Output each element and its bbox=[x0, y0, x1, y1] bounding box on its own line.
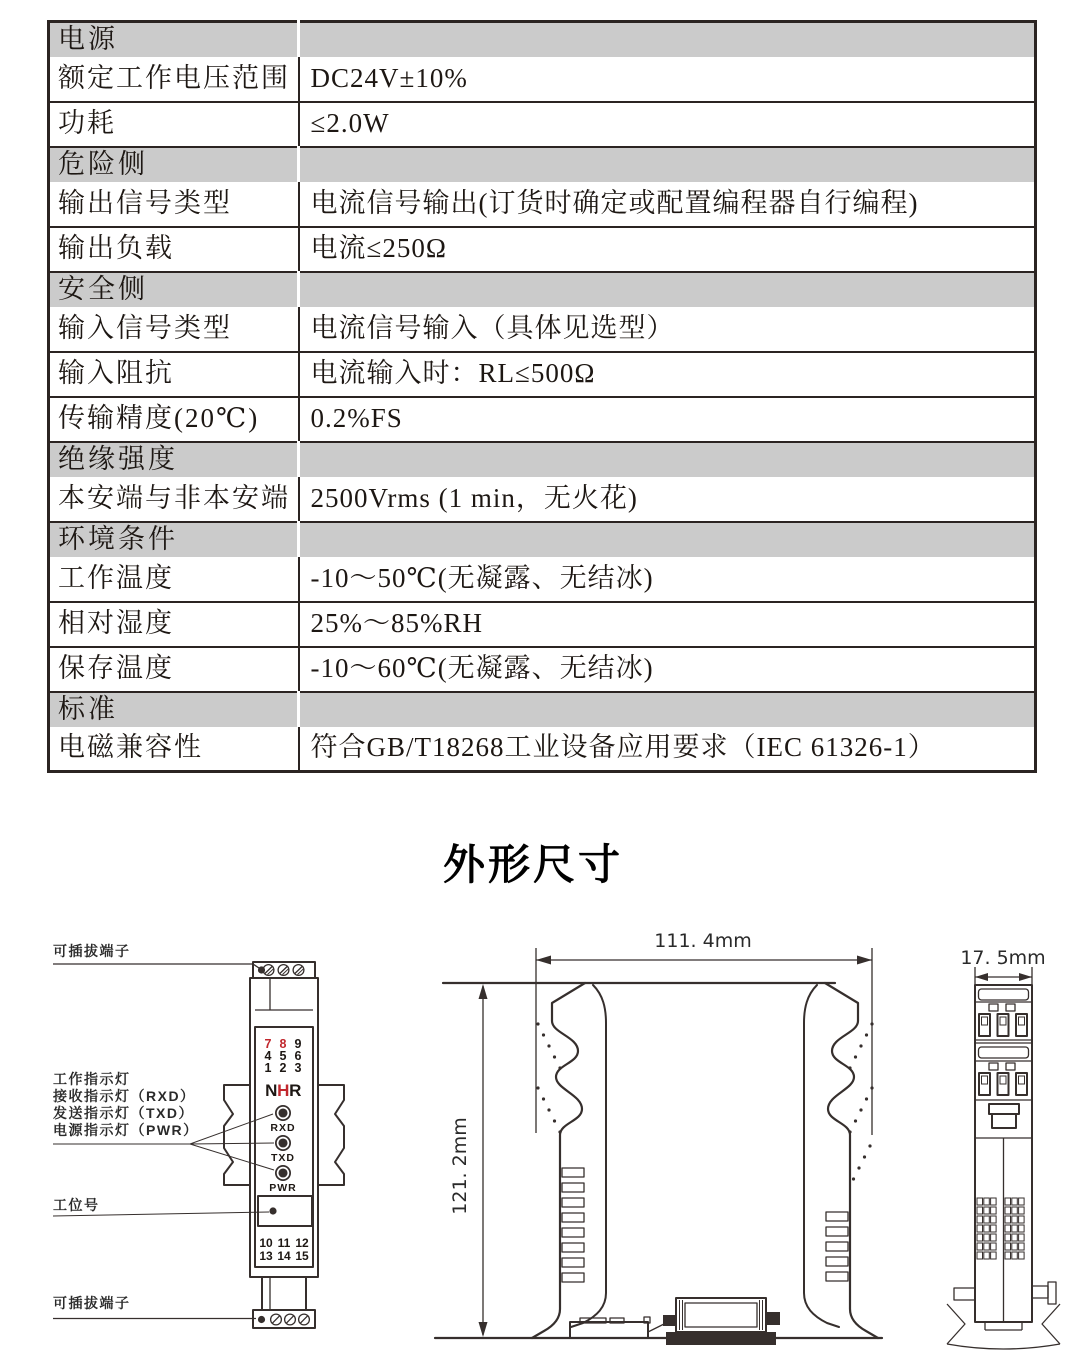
width-dimension-text: 17. 5mm bbox=[960, 947, 1046, 969]
indicator-label: 发送指示灯（TXD） bbox=[53, 1105, 194, 1121]
indicator-label: 工作指示灯 bbox=[53, 1071, 131, 1087]
section-header-cell: 环境条件 bbox=[49, 522, 299, 557]
terminal-number: 11 bbox=[277, 1236, 291, 1250]
terminal-number: 6 bbox=[294, 1049, 302, 1063]
screw-icon bbox=[278, 965, 289, 976]
pwr-led-icon bbox=[275, 1165, 291, 1181]
terminal-clamps-row1 bbox=[979, 1014, 1027, 1036]
section-header-spacer bbox=[299, 442, 1036, 477]
spec-label: 输入信号类型 bbox=[49, 307, 299, 352]
width-dimension-text: 111. 4mm bbox=[654, 930, 752, 952]
section-header-spacer bbox=[299, 272, 1036, 307]
terminal-number: 10 bbox=[259, 1236, 273, 1250]
screw-icon bbox=[285, 1314, 296, 1325]
table-row bbox=[49, 102, 1036, 147]
logo-letter: R bbox=[289, 1081, 301, 1100]
table-row bbox=[49, 182, 1036, 227]
screw-icon bbox=[299, 1314, 310, 1325]
vent-grid bbox=[977, 1198, 1024, 1259]
table-section-row bbox=[49, 22, 1036, 57]
latch bbox=[989, 1104, 1019, 1128]
section-header-cell: 危险侧 bbox=[49, 147, 299, 182]
height-dimension-text: 121. 2mm bbox=[449, 1117, 471, 1215]
callout-leader-line bbox=[53, 964, 259, 968]
spec-value: ≤2.0W bbox=[299, 102, 1036, 147]
pwr-led-label: PWR bbox=[269, 1182, 297, 1194]
height-dimension bbox=[449, 984, 488, 1337]
spec-value: 25%～85%RH bbox=[299, 602, 1036, 647]
nhr-logo bbox=[265, 1081, 301, 1100]
terminal-number: 2 bbox=[279, 1061, 287, 1075]
indicator-label: 电源指示灯（PWR） bbox=[53, 1122, 199, 1138]
table-row bbox=[49, 227, 1036, 272]
bus-connector bbox=[663, 1298, 780, 1345]
table-row bbox=[49, 307, 1036, 352]
spec-label: 输出负载 bbox=[49, 227, 299, 272]
table-section-row bbox=[49, 522, 1036, 557]
width-dimension bbox=[536, 930, 872, 1135]
dotted-guide-marks bbox=[536, 1022, 873, 1180]
txd-led-label: TXD bbox=[271, 1152, 295, 1164]
table-section-row bbox=[49, 147, 1036, 182]
section-header-cell: 电源 bbox=[49, 22, 299, 57]
terminal-number: 1 bbox=[264, 1061, 272, 1075]
din-clip-foot bbox=[570, 1317, 676, 1338]
table-row bbox=[49, 647, 1036, 692]
station-callout-label: 工位号 bbox=[53, 1197, 100, 1213]
spec-label: 电磁兼容性 bbox=[49, 727, 299, 772]
vent-slots-right bbox=[826, 1212, 848, 1281]
leader-dot bbox=[258, 1316, 265, 1323]
spec-label: 额定工作电压范围 bbox=[49, 57, 299, 102]
section-header-cell: 安全侧 bbox=[49, 272, 299, 307]
terminal-number: 13 bbox=[259, 1249, 273, 1263]
module-edge-outline bbox=[975, 985, 1032, 1322]
spec-label: 功耗 bbox=[49, 102, 299, 147]
table-section-row bbox=[49, 692, 1036, 727]
section-header-spacer bbox=[299, 692, 1036, 727]
spec-value: 电流信号输出(订货时确定或配置编程器自行编程) bbox=[299, 182, 1036, 227]
spec-table bbox=[47, 20, 1037, 773]
spec-value: 2500Vrms (1 min，无火花) bbox=[299, 477, 1036, 522]
spec-value: 电流≤250Ω bbox=[299, 227, 1036, 272]
terminal-number: 15 bbox=[295, 1249, 309, 1263]
spec-label: 传输精度(20℃) bbox=[49, 397, 299, 442]
bottom-terminal-callout-label: 可插拔端子 bbox=[53, 1295, 131, 1311]
screw-icon bbox=[293, 965, 304, 976]
terminal-number: 12 bbox=[295, 1236, 309, 1250]
spec-value: DC24V±10% bbox=[299, 57, 1036, 102]
table-row bbox=[49, 397, 1036, 442]
spec-label: 保存温度 bbox=[49, 647, 299, 692]
spec-label: 工作温度 bbox=[49, 557, 299, 602]
spec-label: 相对湿度 bbox=[49, 602, 299, 647]
section-header-spacer bbox=[299, 147, 1036, 182]
terminal-number: 7 bbox=[264, 1037, 272, 1051]
spec-label: 本安端与非本安端 bbox=[49, 477, 299, 522]
spec-label: 输出信号类型 bbox=[49, 182, 299, 227]
txd-led-icon bbox=[275, 1135, 291, 1151]
section-header-spacer bbox=[299, 22, 1036, 57]
table-section-row bbox=[49, 442, 1036, 477]
table-section-row bbox=[49, 272, 1036, 307]
terminal-clamps-row2 bbox=[979, 1073, 1027, 1095]
rxd-led-icon bbox=[275, 1105, 291, 1121]
terminal-number: 4 bbox=[264, 1049, 272, 1063]
spec-value: 符合GB/T18268工业设备应用要求（IEC 61326-1） bbox=[299, 727, 1036, 772]
leader-dot bbox=[269, 1207, 276, 1214]
bottom-terminal-block bbox=[253, 1277, 315, 1328]
end-view-drawing bbox=[925, 920, 1065, 1356]
terminal-number-grid bbox=[259, 1236, 309, 1263]
front-view-drawing bbox=[40, 920, 400, 1356]
table-row bbox=[49, 57, 1036, 102]
terminal-number: 14 bbox=[277, 1249, 291, 1263]
spec-value: 电流信号输入（具体见选型） bbox=[299, 307, 1036, 352]
table-row bbox=[49, 602, 1036, 647]
terminal-number: 9 bbox=[294, 1037, 302, 1051]
table-row bbox=[49, 477, 1036, 522]
table-row bbox=[49, 727, 1036, 772]
screw-icon bbox=[271, 1314, 282, 1325]
indicator-label: 接收指示灯（RXD） bbox=[53, 1088, 196, 1104]
table-row bbox=[49, 557, 1036, 602]
table-row bbox=[49, 352, 1036, 397]
station-tag-box bbox=[258, 1196, 312, 1226]
section-header-spacer bbox=[299, 522, 1036, 557]
terminal-number: 5 bbox=[279, 1049, 287, 1063]
spec-value: 电流输入时：RL≤500Ω bbox=[299, 352, 1036, 397]
top-terminal-callout-label: 可插拔端子 bbox=[53, 943, 131, 959]
section-header-cell: 绝缘强度 bbox=[49, 442, 299, 477]
spec-value: 0.2%FS bbox=[299, 397, 1036, 442]
logo-letter: H bbox=[277, 1081, 289, 1100]
terminal-number: 8 bbox=[279, 1037, 287, 1051]
side-view-drawing bbox=[420, 920, 920, 1356]
vent-slots-left bbox=[562, 1168, 584, 1282]
width-dimension bbox=[960, 947, 1045, 985]
rxd-led-label: RXD bbox=[270, 1122, 296, 1134]
terminal-number: 3 bbox=[294, 1061, 302, 1075]
section-header-cell: 标准 bbox=[49, 692, 299, 727]
logo-letter: N bbox=[265, 1081, 277, 1100]
terminal-number-grid bbox=[265, 1037, 302, 1075]
page-title: 外形尺寸 bbox=[442, 841, 623, 888]
spec-value: -10～60℃(无凝露、无结冰) bbox=[299, 647, 1036, 692]
spec-value: -10～50℃(无凝露、无结冰) bbox=[299, 557, 1036, 602]
spec-label: 输入阻抗 bbox=[49, 352, 299, 397]
